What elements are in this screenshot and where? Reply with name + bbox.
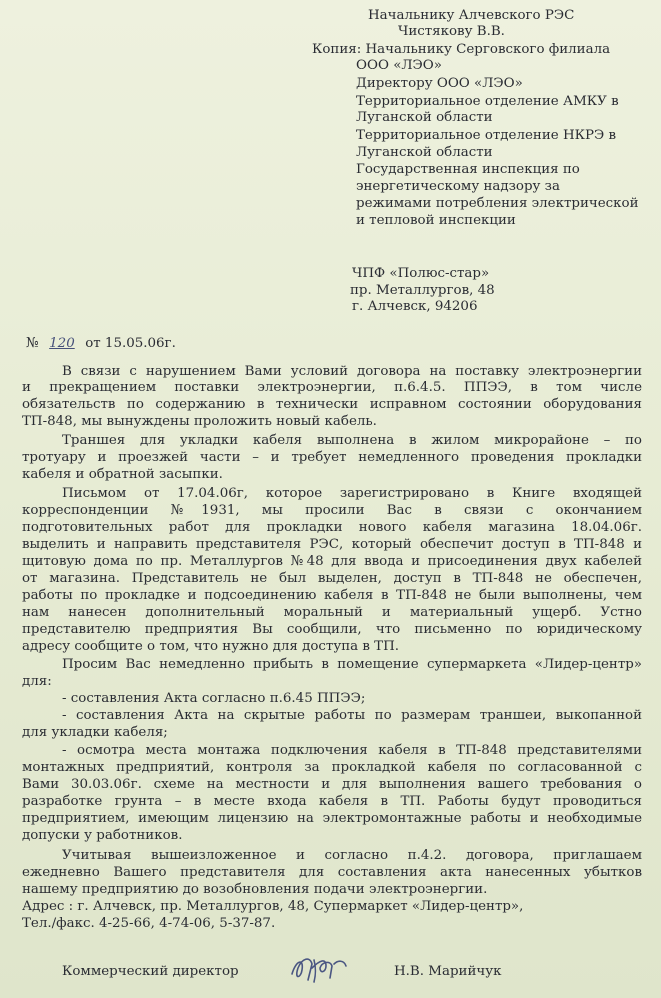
body-line: - составления Акта согласно п.6.45 ППЭЭ; <box>62 691 366 706</box>
body-line: ежедневно Вашего представителя для составления акта нанесенных убытков <box>22 865 642 880</box>
sender-line: ЧПФ «Полюс-стар» <box>352 266 490 281</box>
handwritten-signature-icon <box>286 950 354 986</box>
addressee-line: Директору ООО «ЛЭО» <box>356 76 523 91</box>
body-line: для укладки кабеля; <box>22 725 168 740</box>
reference-line <box>26 336 176 352</box>
reference-date: от 15.05.06г. <box>85 336 176 351</box>
reference-number: 120 <box>49 336 75 351</box>
body-line: работы по прокладке и подсоединению кабеля в ТП-848 не были выполнены, чем <box>22 588 642 603</box>
body-line: щитовую дома по пр. Металлургов №48 для ввода и присоединения двух кабелей <box>22 554 642 569</box>
body-line: допуски у работников. <box>22 828 183 843</box>
body-line: Адрес : г. Алчевск, пр. Металлургов, 48, Супермаркет «Лидер-центр», <box>22 899 524 914</box>
addressee-line: энергетическому надзору за <box>356 179 560 194</box>
body-line: от магазина. Представитель не был выделен, доступ в ТП-848 не обеспечен, <box>22 571 642 586</box>
addressee-line: Копия: Начальнику Серговского филиала <box>312 42 611 57</box>
body-line: - осмотра места монтажа подключения кабеля в ТП-848 представителями <box>62 743 642 758</box>
addressee-line: Начальнику Алчевского РЭС <box>368 8 575 23</box>
body-line: подготовительных работ для прокладки нового кабеля магазина 18.04.06г. <box>22 520 642 535</box>
body-line: Письмом от 17.04.06г, которое зарегистрировано в Книге входящей <box>62 486 642 501</box>
body-line: представителю предприятия Вы сообщили, что письменно по юридическому <box>22 622 642 637</box>
body-line: Просим Вас немедленно прибыть в помещение супермаркета «Лидер-центр» <box>62 657 642 672</box>
sender-line: г. Алчевск, 94206 <box>352 299 478 314</box>
addressee-line: режимами потребления электрической <box>356 196 639 211</box>
body-line: нам нанесен дополнительный моральный и материальный ущерб. Устно <box>22 605 642 620</box>
body-line: и прекращением поставки электроэнергии, п.6.4.5. ППЭЭ, в том числе <box>22 380 642 395</box>
body-line: В связи с нарушением Вами условий договора на поставку электроэнергии <box>62 364 642 379</box>
signatory-name: Н.В. Марийчук <box>394 964 502 979</box>
sender-line: пр. Металлургов, 48 <box>350 283 495 298</box>
body-line: - составления Акта на скрытые работы по размерам траншеи, выкопанной <box>62 708 642 723</box>
body-line: тротуару и проезжей части – и требует немедленного проведения прокладки <box>22 450 642 465</box>
body-line: разработке грунта – в месте входа кабеля в ТП. Работы будут проводиться <box>22 794 642 809</box>
addressee-line: Государственная инспекция по <box>356 162 580 177</box>
body-line: выделить и направить представителя РЭС, который обеспечит доступ в ТП-848 и <box>22 537 642 552</box>
body-line: предприятием, имеющим лицензию на электромонтажные работы и необходимые <box>22 811 642 826</box>
reference-prefix: № <box>26 336 39 351</box>
body-line: обязательств по содержанию в технически исправном состоянии оборудования <box>22 397 642 412</box>
body-line: ТП-848, мы вынуждены проложить новый кабель. <box>22 414 377 429</box>
body-line: Траншея для укладки кабеля выполнена в жилом микрорайоне – по <box>62 433 642 448</box>
addressee-line: ООО «ЛЭО» <box>356 58 442 73</box>
addressee-line: Луганской области <box>356 145 493 160</box>
addressee-line: Территориальное отделение НКРЭ в <box>356 128 617 143</box>
body-line: Учитывая вышеизложенное и согласно п.4.2. договора, приглашаем <box>62 848 642 863</box>
body-line: для: <box>22 674 52 689</box>
body-line: корреспонденции №1931, мы просили Вас в связи с окончанием <box>22 503 642 518</box>
body-line: нашему предприятию до возобновления подачи электроэнергии. <box>22 882 488 897</box>
body-line: кабеля и обратной засыпки. <box>22 467 223 482</box>
body-line: адресу сообщите о том, что нужно для доступа в ТП. <box>22 639 400 654</box>
signatory-position: Коммерческий директор <box>62 964 239 979</box>
addressee-line: Территориальное отделение АМКУ в <box>356 94 619 109</box>
body-line: Вами 30.03.06г. схеме на местности и для выполнения вашего требования о <box>22 777 642 792</box>
body-line: Тел./факс. 4-25-66, 4-74-06, 5-37-87. <box>22 916 276 931</box>
addressee-line: Луганской области <box>356 110 493 125</box>
body-line: монтажных предприятий, контроля за прокладкой кабеля по согласованной с <box>22 760 642 775</box>
addressee-line: и тепловой инспекции <box>356 213 516 228</box>
addressee-line: Чистякову В.В. <box>398 24 505 39</box>
